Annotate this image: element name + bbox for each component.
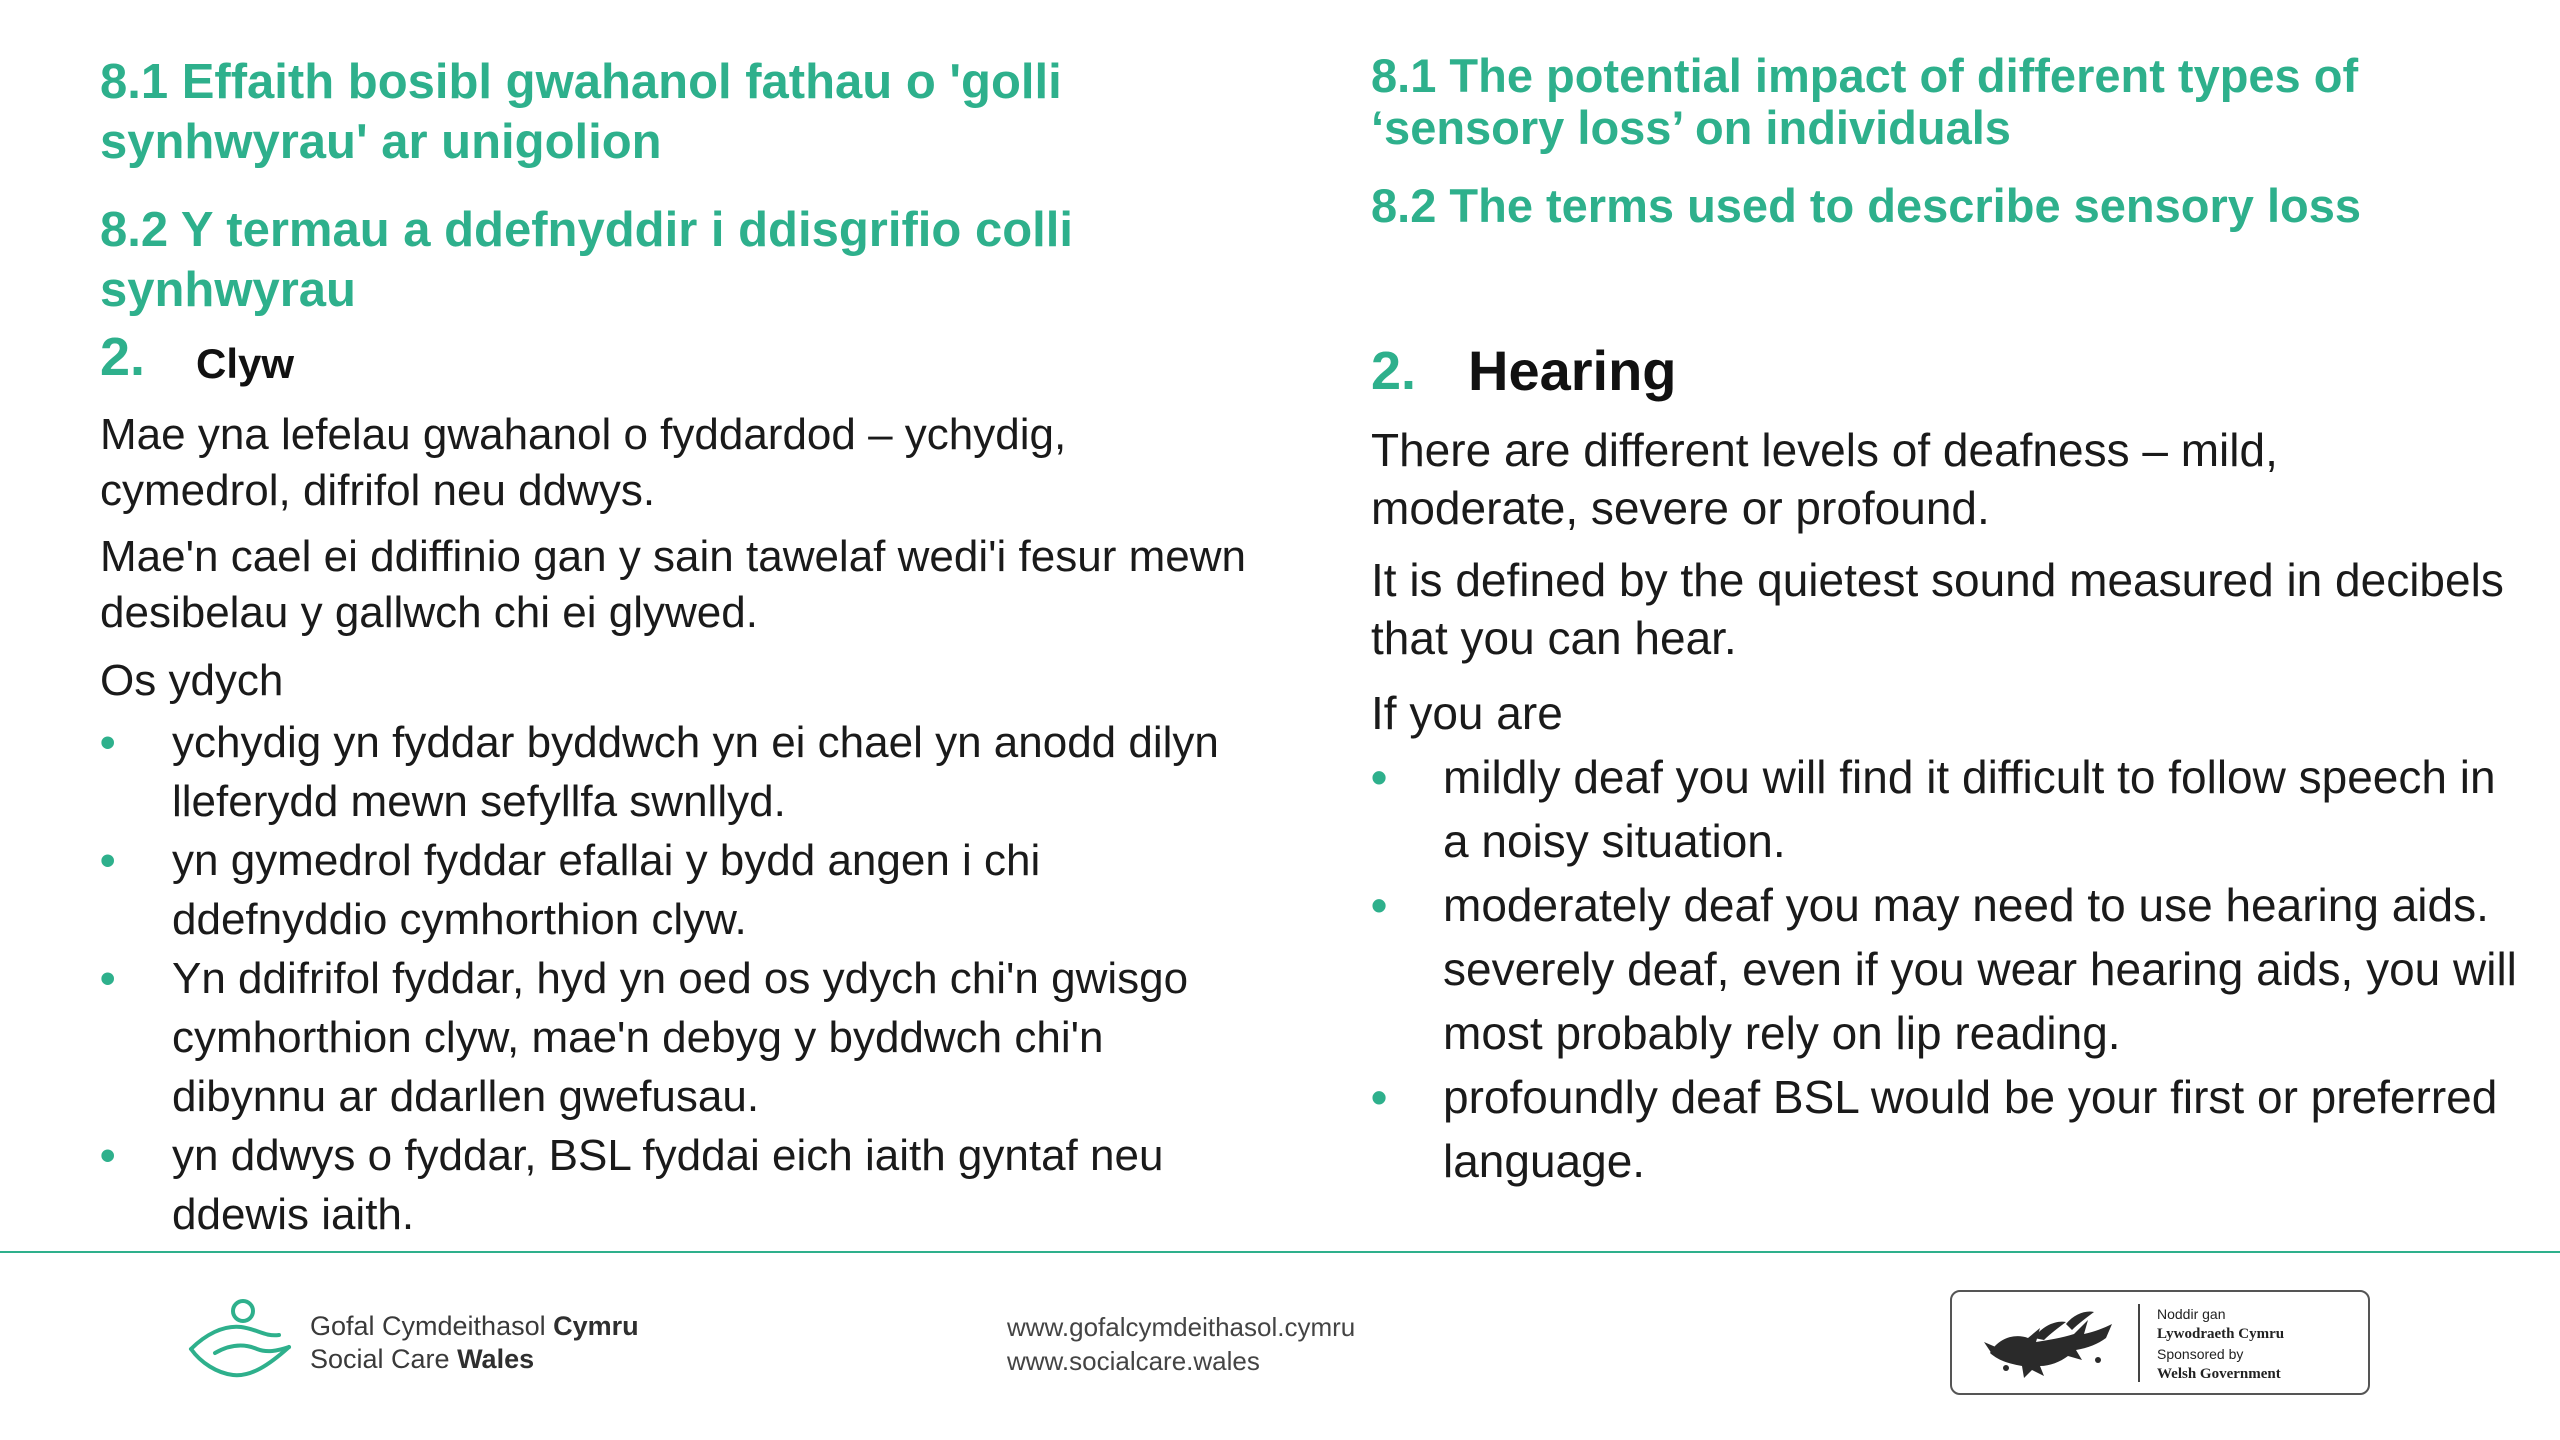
english-bullet-item: • mildly deaf you will find it difficult to follow speech in a noisy situation. (1371, 745, 2521, 873)
english-bullet-item: • moderately deaf you may need to use hearing aids. severely deaf, even if you wear hearing aids, you will most probably rely on lip reading. (1371, 873, 2521, 1065)
welsh-url-link[interactable]: www.gofalcymdeithasol.cymru (1007, 1312, 1356, 1342)
english-url-link[interactable]: www.socialcare.wales (1007, 1346, 1260, 1376)
badge-separator (2138, 1304, 2140, 1382)
english-bullet-item: • profoundly deaf BSL would be your first or preferred language. (1371, 1065, 2521, 1193)
logo-line-welsh: Gofal Cymdeithasol Cymru (310, 1311, 639, 1341)
bullet-icon: • (1371, 751, 1388, 803)
bullet-icon: • (1371, 879, 1388, 931)
welsh-bullet-item: • ychydig yn fyddar byddwch yn ei chael yn anodd dilyn lleferydd mewn sefyllfa swnllyd. (100, 713, 1260, 831)
welsh-para-levels: Mae yna lefelau gwahanol o fyddardod – ychydig, cymedrol, difrifol neu ddwys. (100, 410, 1067, 515)
welsh-bullet-list (100, 713, 1260, 1244)
welsh-government-badge (1950, 1290, 2370, 1395)
welsh-heading-8-1: 8.1 Effaith bosibl gwahanol fathau o 'golli synhwyrau' ar unigolion (100, 55, 1062, 169)
social-care-wales-logo (185, 1297, 705, 1382)
welsh-bullet-item: • yn gymedrol fyddar efallai y bydd angen i chi ddefnyddio cymhorthion clyw. (100, 831, 1260, 949)
welsh-section-title: Clyw (196, 340, 295, 387)
english-para-levels: There are different levels of deafness – mild, moderate, severe or profound. (1371, 424, 2278, 534)
welsh-para-if-you: Os ydych (100, 656, 284, 705)
english-heading-8-1: 8.1 The potential impact of different types of ‘sensory loss’ on individuals (1371, 49, 2359, 154)
welsh-bullet-item: • Yn ddifrifol fyddar, hyd yn oed os ydych chi'n gwisgo cymhorthion clyw, mae'n debyg y byddwch chi'n dibynnu ar ddarllen gwefusau. (100, 949, 1260, 1126)
welsh-bullet-item: • yn ddwys o fyddar, BSL fyddai eich iaith gyntaf neu ddewis iaith. (100, 1126, 1260, 1244)
social-care-wales-emblem-icon (185, 1297, 297, 1382)
welsh-heading-8-2: 8.2 Y termau a ddefnyddir i ddisgrifio colli synhwyrau (100, 203, 1073, 317)
english-section-title: Hearing (1468, 339, 1677, 402)
english-bullet-list (1371, 745, 2521, 1193)
bullet-icon: • (100, 1131, 116, 1180)
logo-line-english: Social Care Wales (310, 1344, 535, 1374)
bullet-icon: • (1371, 1071, 1388, 1123)
english-heading-8-2: 8.2 The terms used to describe sensory loss (1371, 179, 2362, 232)
footer-urls (1007, 1310, 1355, 1378)
footer-divider (0, 1251, 2560, 1253)
bullet-icon: • (100, 718, 116, 767)
welsh-dragon-icon (1970, 1298, 2130, 1388)
english-para-definition: It is defined by the quietest sound measured in decibels that you can hear. (1371, 554, 2504, 664)
badge-text: Noddir gan Lywodraeth Cymru Sponsored by Welsh Government (2157, 1306, 2285, 1382)
welsh-para-definition: Mae'n cael ei ddiffinio gan y sain tawelaf wedi'i fesur mewn desibelau y gallwch chi ei glywed. (100, 532, 1246, 637)
english-section-number: 2. (1371, 341, 1417, 401)
welsh-section-number: 2. (100, 327, 146, 387)
bullet-icon: • (100, 836, 116, 885)
english-para-if-you: If you are (1371, 687, 1563, 739)
bullet-icon: • (100, 954, 116, 1003)
